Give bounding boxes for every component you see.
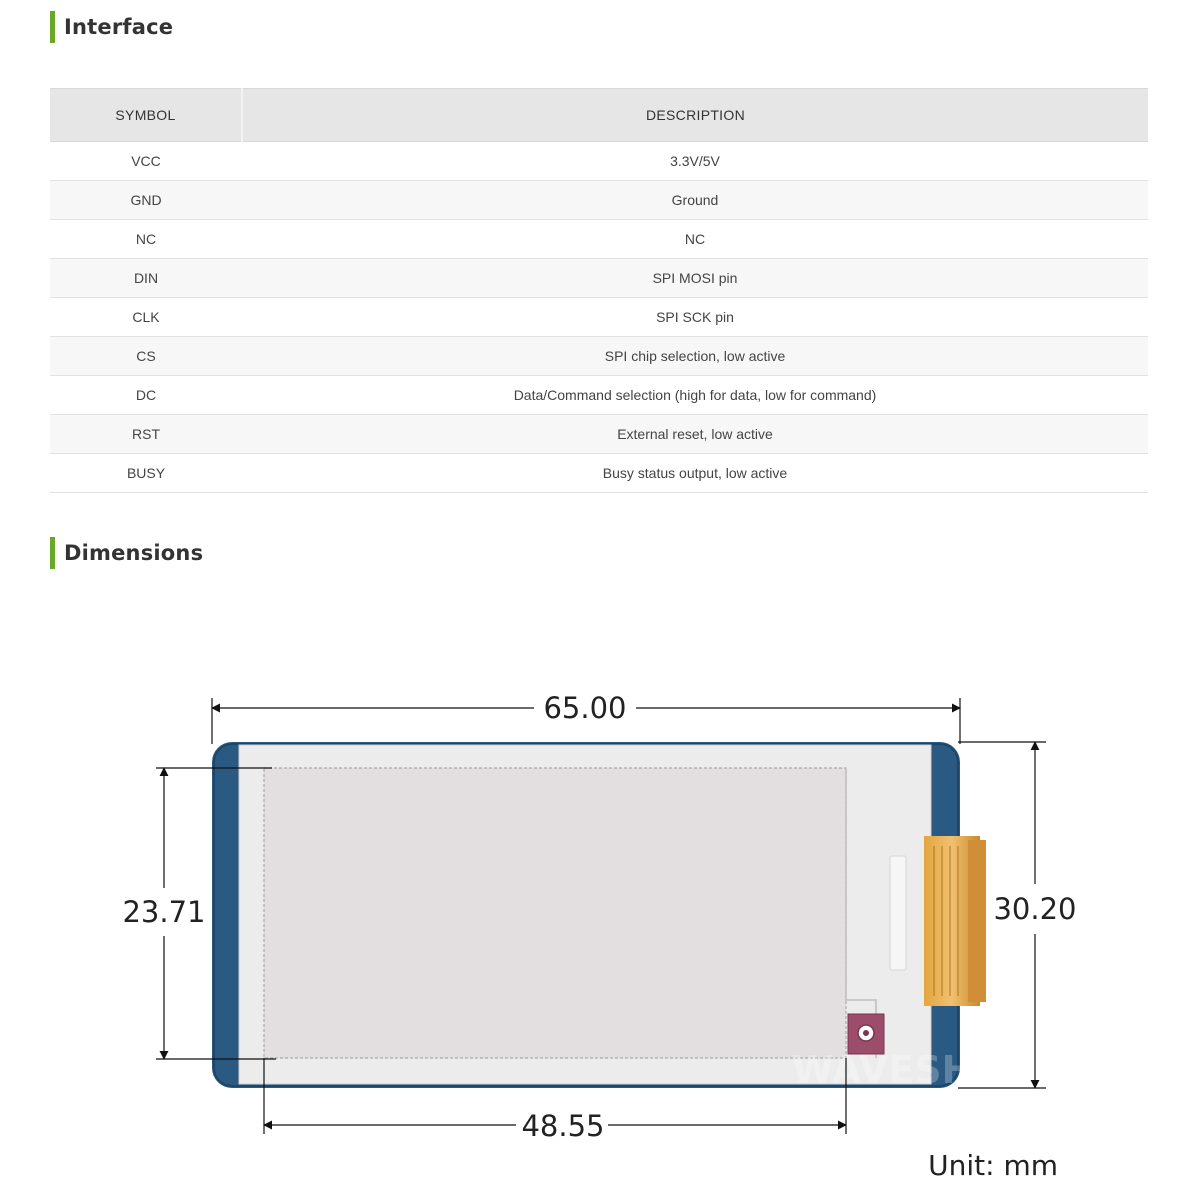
fpc-connector [924,836,986,1006]
description-cell: External reset, low active [242,415,1148,454]
description-cell: NC [242,220,1148,259]
description-cell: SPI SCK pin [242,298,1148,337]
symbol-cell: GND [50,181,242,220]
active-height-label: 23.71 [122,895,206,929]
corner-pad-dot [863,1030,869,1036]
overall-width-label: 65.00 [543,691,627,725]
interface-heading-title: Interface [64,15,174,39]
active-display-area [264,768,846,1058]
symbol-cell: DC [50,376,242,415]
symbol-cell: CS [50,337,242,376]
description-cell: SPI MOSI pin [242,259,1148,298]
description-cell: 3.3V/5V [242,142,1148,181]
glass-window [890,856,906,970]
column-header-symbol: SYMBOL [50,89,242,142]
fpc-tab [968,840,986,1002]
active-width-label: 48.55 [521,1109,605,1143]
symbol-cell: VCC [50,142,242,181]
overall-height-label: 30.20 [993,892,1077,926]
symbol-cell: DIN [50,259,242,298]
column-header-description: DESCRIPTION [242,89,1148,142]
epaper-module [212,742,1058,1092]
description-cell: SPI chip selection, low active [242,337,1148,376]
symbol-cell: NC [50,220,242,259]
symbol-cell: CLK [50,298,242,337]
waveshare-watermark: WAVESHARE [791,1048,1058,1092]
description-cell: Busy status output, low active [242,454,1148,493]
symbol-cell: RST [50,415,242,454]
description-cell: Ground [242,181,1148,220]
unit-label: Unit: mm [928,1149,1058,1182]
dimensions-heading-title: Dimensions [64,541,204,565]
symbol-cell: BUSY [50,454,242,493]
overall-width-dimension [212,691,960,744]
description-cell: Data/Command selection (high for data, low for command) [242,376,1148,415]
